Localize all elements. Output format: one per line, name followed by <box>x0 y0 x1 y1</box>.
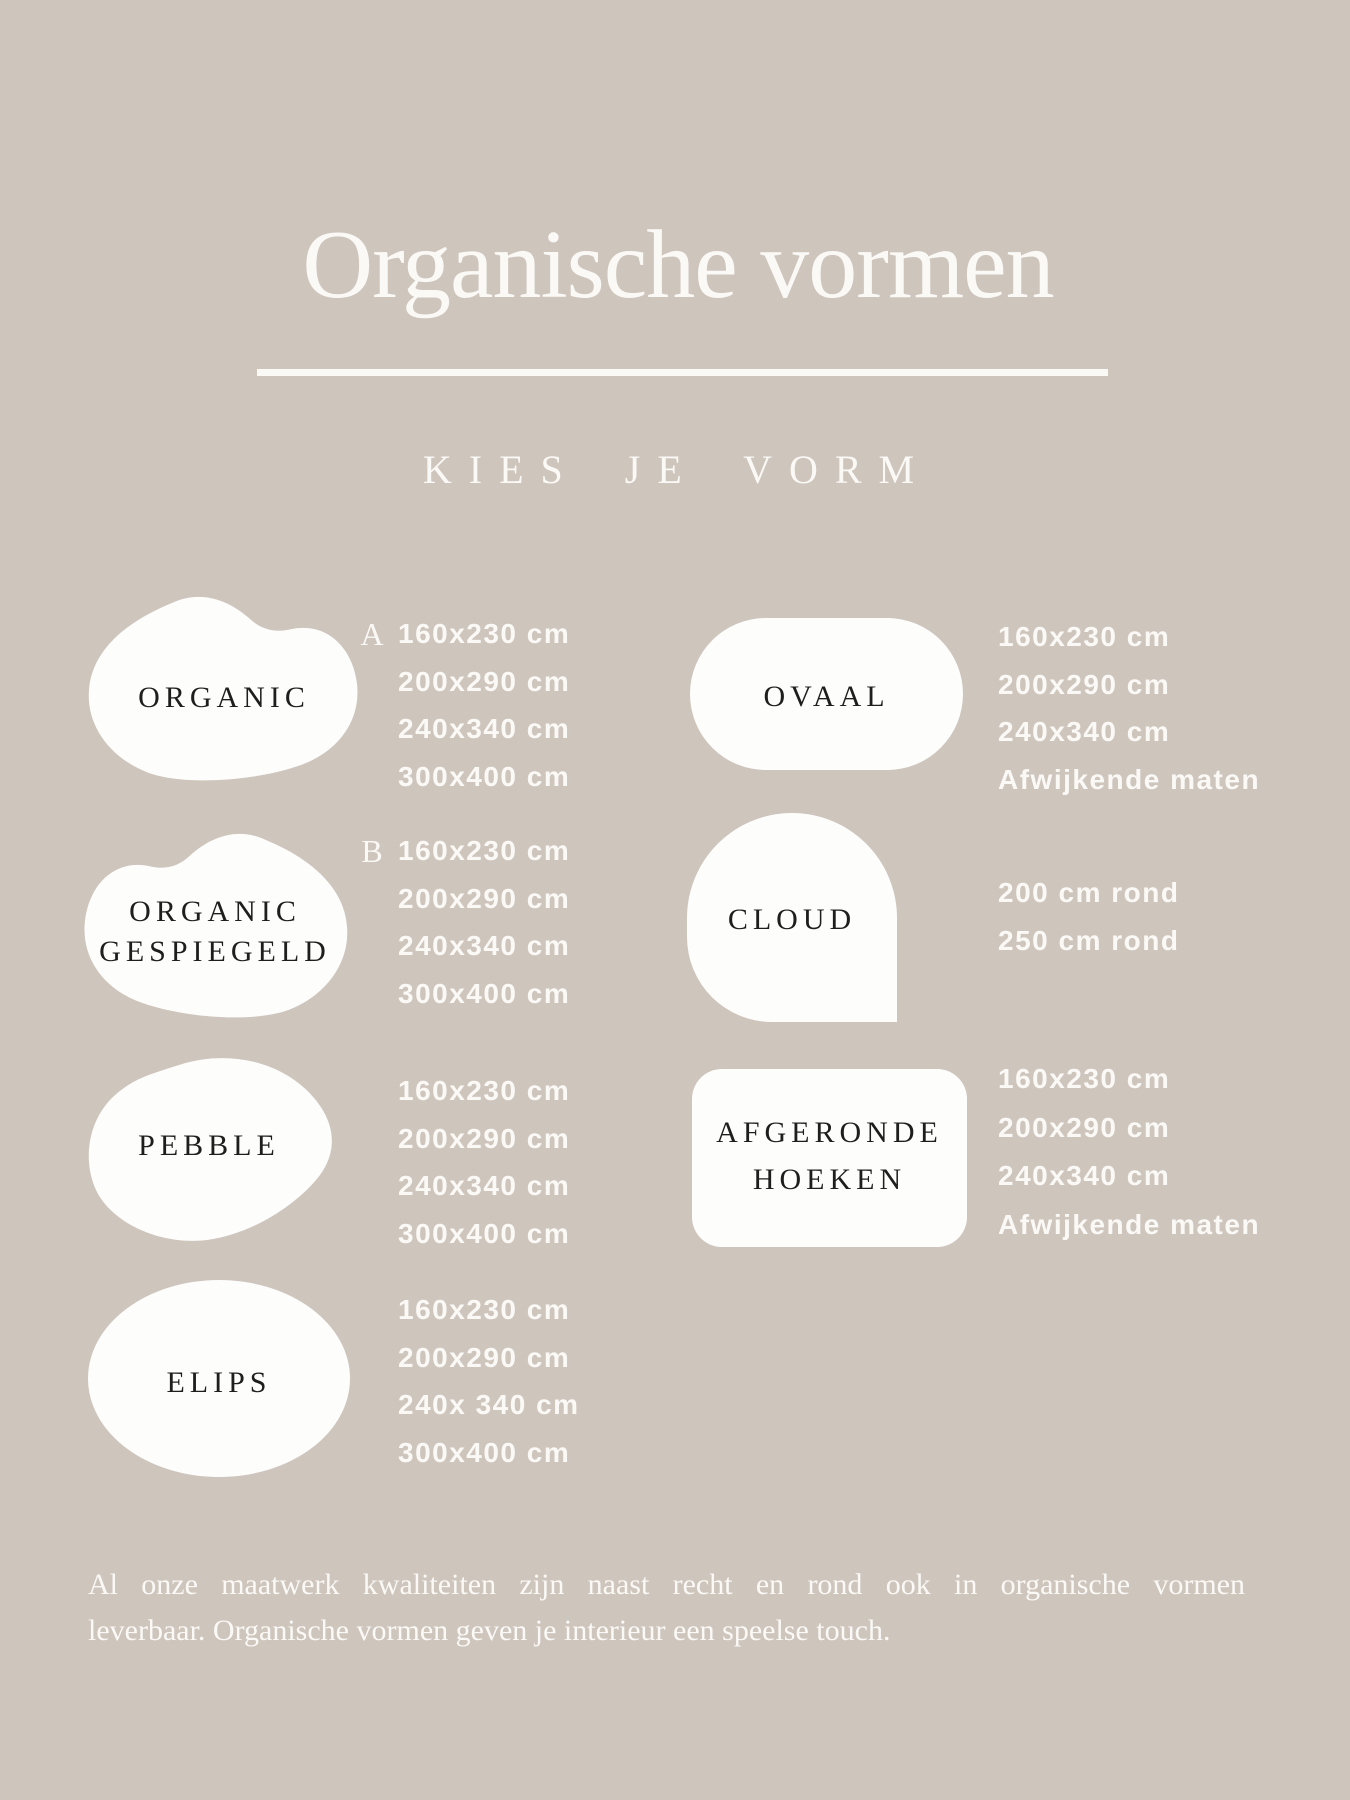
size-item: 200 cm rond <box>998 877 1180 908</box>
shape-label-elips: ELIPS <box>166 1366 272 1399</box>
size-item: 300x400 cm <box>398 760 571 792</box>
size-item: 200x290 cm <box>398 1122 571 1154</box>
shape-ovaal <box>690 618 963 770</box>
footer-line: leverbaar. Organische vormen geven je interieur een speelse touch. <box>88 1614 891 1647</box>
shape-label-pebble: PEBBLE <box>138 1129 280 1162</box>
size-item: 240x340 cm <box>398 930 571 961</box>
size-item: 250 cm rond <box>998 924 1180 956</box>
shape-label-ovaal: OVAAL <box>763 680 890 713</box>
footer-line: Al onze maatwerk kwaliteiten zijn naast recht en rond ook in organische vormen <box>88 1568 1245 1601</box>
page-title: Organische vormen <box>302 211 1054 319</box>
size-item: 200x290 cm <box>398 665 571 697</box>
shape-label-afgeronde-hoeken: AFGERONDE HOEKEN <box>716 1116 943 1196</box>
size-item: 160x230 cm <box>398 1294 571 1325</box>
sizes-pebble <box>398 1067 570 1257</box>
size-item: 240x 340 cm <box>398 1389 580 1420</box>
size-item: 200x290 cm <box>998 1111 1171 1143</box>
size-item: 200x290 cm <box>998 668 1171 700</box>
sizes-organic-gespiegeld <box>398 827 570 1017</box>
sizes-cloud <box>998 869 1179 964</box>
size-item: 300x400 cm <box>398 1217 571 1249</box>
marker-a: A <box>360 616 384 652</box>
size-item: 160x230 cm <box>398 618 571 649</box>
sizes-afgeronde-hoeken <box>998 1055 1260 1249</box>
footer-paragraph <box>88 1562 1245 1654</box>
shape-pebble <box>85 1053 353 1243</box>
shape-organic <box>88 593 360 783</box>
size-item: 240x340 cm <box>998 716 1171 747</box>
size-item: 160x230 cm <box>398 835 571 866</box>
sizes-elips <box>398 1286 580 1476</box>
size-item: 160x230 cm <box>998 1063 1171 1094</box>
shape-label-organic: ORGANIC <box>138 681 310 714</box>
marker-b: B <box>361 833 383 869</box>
sizes-ovaal <box>998 613 1260 803</box>
size-item: 160x230 cm <box>998 621 1171 652</box>
size-item: 240x340 cm <box>398 713 571 744</box>
size-item: 240x340 cm <box>998 1160 1171 1191</box>
size-item: Afwijkende maten <box>998 763 1261 795</box>
shape-afgeronde-hoeken <box>692 1069 967 1247</box>
sizes-organic <box>398 610 570 800</box>
title-divider <box>257 369 1108 376</box>
shape-cloud <box>687 813 897 1022</box>
shape-elips <box>88 1280 350 1477</box>
size-item: 300x400 cm <box>398 977 571 1009</box>
size-item: 160x230 cm <box>398 1075 571 1106</box>
size-item: 200x290 cm <box>398 1341 571 1373</box>
subtitle: KIES JE VORM <box>422 447 932 492</box>
shape-organic-gespiegeld <box>82 830 348 1020</box>
size-item: 200x290 cm <box>398 882 571 914</box>
shape-label-cloud: CLOUD <box>727 903 857 936</box>
size-item: Afwijkende maten <box>998 1208 1261 1240</box>
size-item: 300x400 cm <box>398 1436 571 1468</box>
size-item: 240x340 cm <box>398 1170 571 1201</box>
shape-label-organic-gespiegeld: ORGANIC GESPIEGELD <box>99 895 331 968</box>
